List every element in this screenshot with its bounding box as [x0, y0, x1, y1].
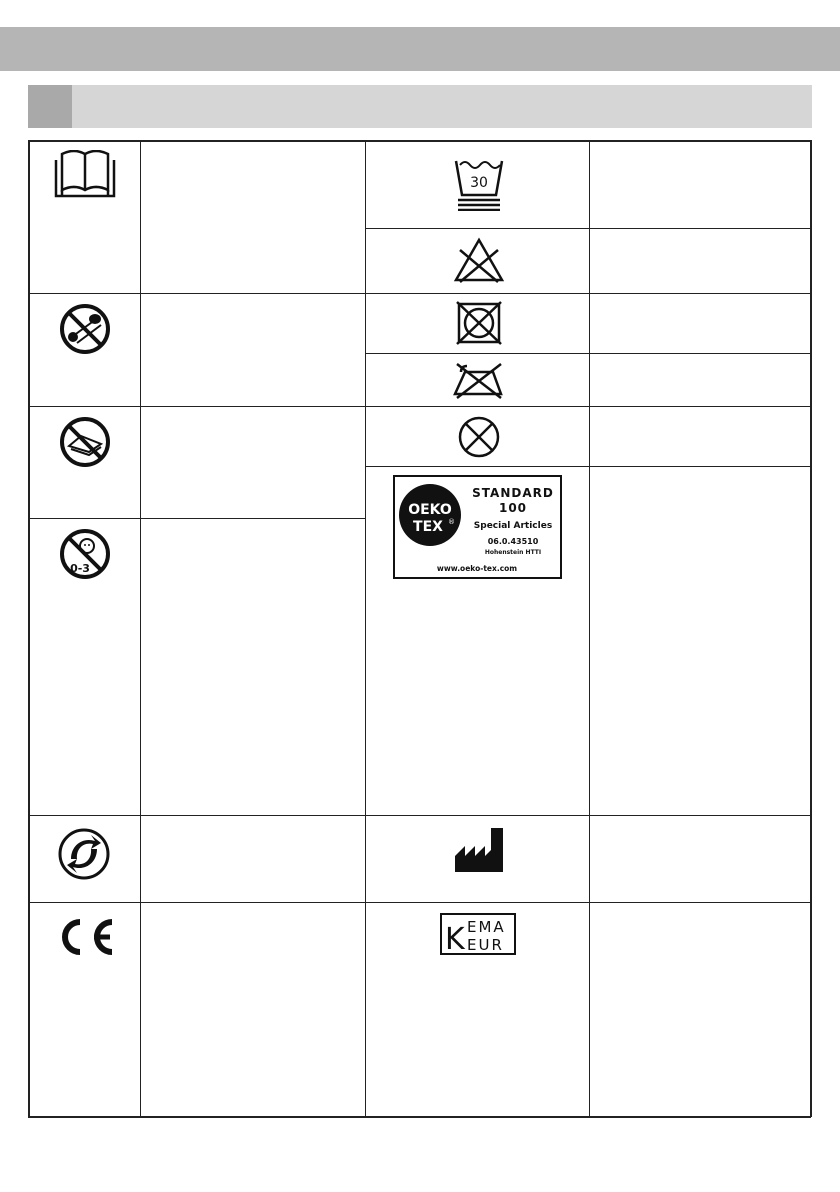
- no-pins-icon: [59, 303, 111, 355]
- kema-k: K: [445, 922, 465, 955]
- kema-keur-icon: [440, 913, 516, 955]
- oeko-logo-line2: TEX: [413, 519, 443, 535]
- no-children-icon: [59, 528, 111, 580]
- age-label: 0-3: [70, 562, 90, 575]
- kema-ema: EMA: [467, 918, 506, 936]
- no-iron-icon: [451, 360, 507, 400]
- kema-eur: EUR: [467, 936, 504, 954]
- no-tumble-dry-icon: [455, 300, 503, 346]
- no-bleach-icon: [452, 236, 506, 284]
- book-icon: [54, 150, 116, 200]
- wash-tub-icon: [452, 155, 506, 211]
- wash-temp: 30: [470, 175, 488, 191]
- oeko-institute: Hohenstein HTTI: [484, 549, 542, 556]
- oeko-registered: ®: [448, 518, 455, 526]
- oeko-number: 100: [498, 501, 528, 515]
- header-bar: [0, 27, 840, 71]
- no-folded-icon: [59, 416, 111, 468]
- oeko-tex-label: [393, 475, 562, 579]
- oeko-category: Special Articles: [473, 521, 553, 531]
- factory-icon: [453, 826, 505, 874]
- oeko-standard: STANDARD: [472, 486, 554, 500]
- ce-icon: [54, 918, 116, 956]
- oeko-url: www.oeko-tex.com: [436, 564, 518, 573]
- oeko-logo-line1: OEKO: [408, 502, 452, 518]
- section-bar: [28, 85, 812, 128]
- section-marker: [28, 85, 72, 128]
- no-dry-clean-icon: [455, 414, 503, 460]
- oeko-cert-number: 06.0.43510: [487, 537, 539, 546]
- green-dot-icon: [57, 827, 111, 881]
